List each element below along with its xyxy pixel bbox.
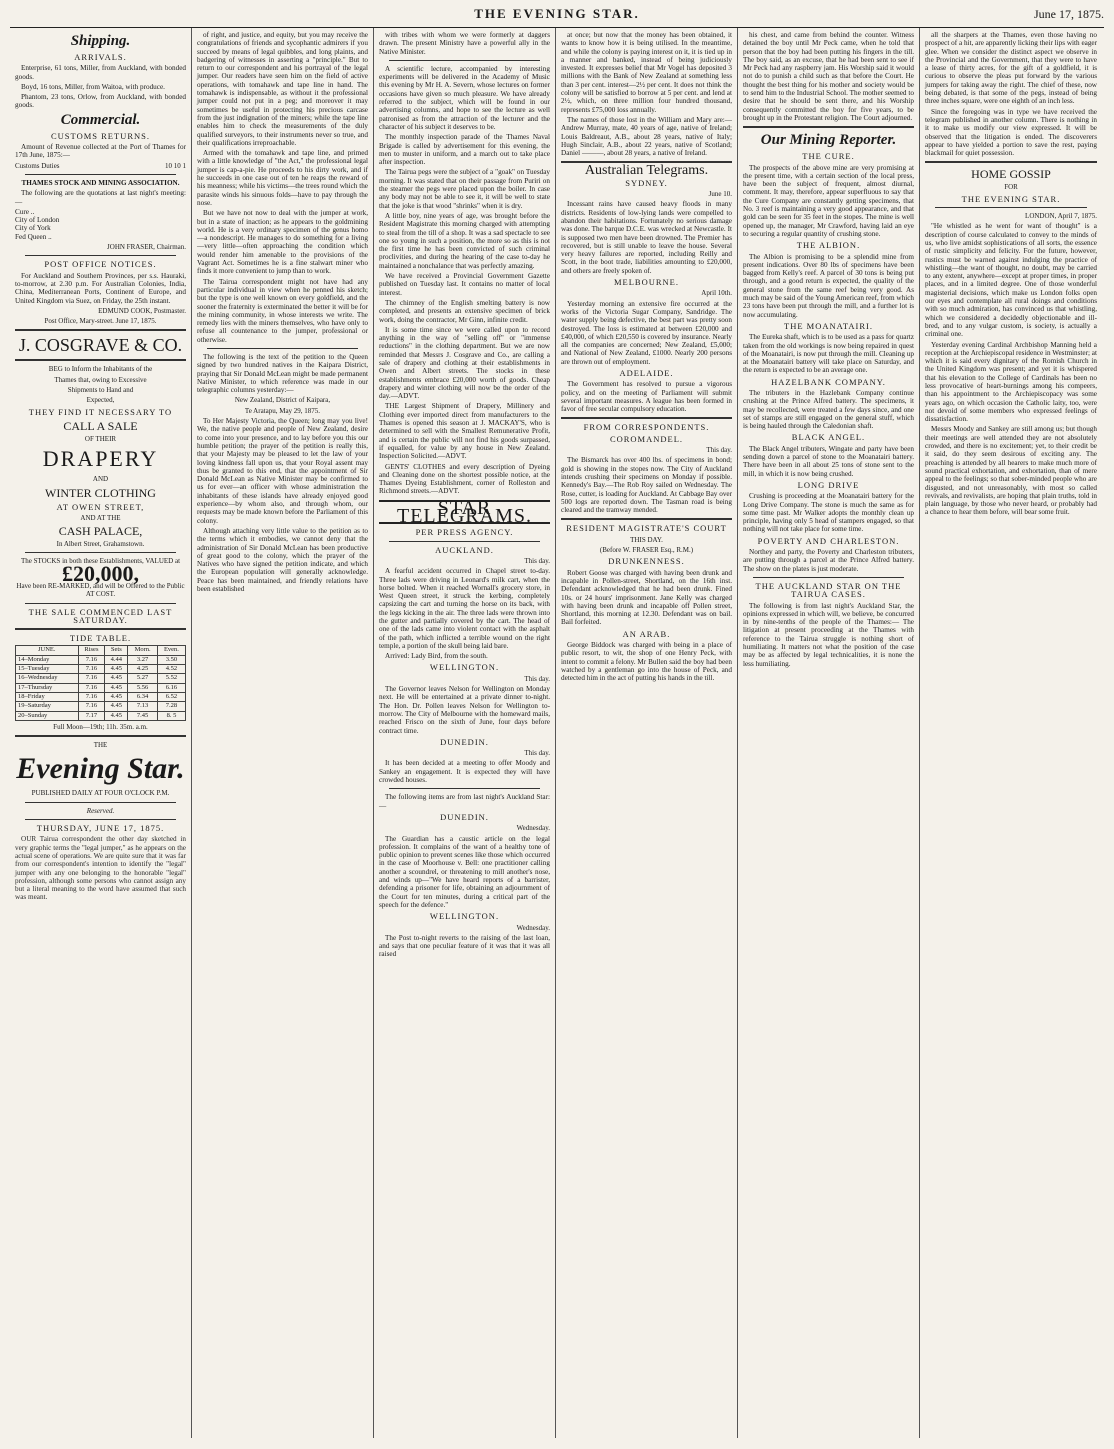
divider <box>15 735 186 737</box>
dateline-day: This day. <box>524 674 550 683</box>
dateline: WELLINGTON. <box>429 662 500 673</box>
arrival-item: Enterprise, 61 tons, Miller, from Auckland, with bonded goods. <box>15 64 186 81</box>
divider <box>207 348 358 349</box>
article-text: Although attaching very little value to the petition as to the terms which it embodies, we cannot deny that the administration of Sir Donald McLean has been productive of great good to the colony, which the prayer of the Natives who have signed the petition indicate, and which the European population will generally acknowledge. Peace has been maintained, and friendly relations have been established <box>197 526 368 593</box>
tide-cell: 6.16 <box>157 683 185 692</box>
tide-cell: 4.45 <box>105 674 128 683</box>
dateline: AUCKLAND. <box>435 544 494 555</box>
tide-cell: 7.16 <box>78 655 105 664</box>
tide-cell: 4.45 <box>105 665 128 674</box>
dateline: ADELAIDE. <box>619 367 674 378</box>
advert-line: BEG to Inform the Inhabitants of the <box>48 365 153 374</box>
stock-text: The following are the quotations at last night's meeting:— <box>15 189 186 206</box>
australian-telegrams-heading: Australian Telegrams. <box>584 163 709 179</box>
advert-line: THE SALE COMMENCED LAST SATURDAY. <box>28 606 173 625</box>
article-text: Messrs Moody and Sankey are still among us; but though their meetings are well attended they are not absolutely crowded, and there is no excitement; yet, to their credit be it said, do they seem desirous of exciting any. The preaching is attended by all hearers to make much more of sound practical exhortation, and exhortation, than of mere appeal to the feelings; so that sober-minded people who are disgusted, and not unreasonably, with most so called revivals, and revivalists, are hoping that plain truths, told in plain language, by those who never heard, or probably had a chance to hear them before, will bear some fruit. <box>925 425 1097 517</box>
tide-moon: Full Moon—19th; 11h. 35m. a.m. <box>53 722 148 731</box>
tide-table <box>15 645 186 720</box>
tide-cell: 20–Sunday <box>16 711 79 720</box>
advert-cash-palace: CASH PALACE, <box>58 524 143 539</box>
tide-col-header: JUNE. <box>16 646 79 655</box>
article-text: But we have not now to deal with the jumper at work, but in a state of inaction; as he appears to the goldmining world. He is a very ordinary specimen of the genus homo—a nondescript. He manages to do something for a living—very little—often approaching the condition which would render him amenable to the provisions of the Vagrant Act. Sometimes he is a fine stalwart miner who finds it more convenient to jump than to work. <box>197 209 368 276</box>
article-text: THE Largest Shipment of Drapery, Millinery and Clothing ever imported direct from manufacturers to the Thames is opened this season at J. MACKAY'S, who is determined to sell with the Smallest Remunerative Profit, and is certain the public will not find his goods surpassed, if equalled, for value by any house in New Zealand. Inspection Solicited.—ADVT. <box>379 402 550 461</box>
court-section: AN ARAB. <box>622 628 671 639</box>
tide-heading: TIDE TABLE. <box>69 633 132 644</box>
divider <box>15 359 186 361</box>
mine-text: The Black Angel tributers, Wingate and party have been sending down a parcel of stone to the Moanatairi battery. There have been in all about 25 tons of stone sent to the mill, in which it is now being crushed. <box>743 444 914 478</box>
column-4 <box>556 28 738 1438</box>
star-telegrams-heading: STAR TELEGRAMS. <box>379 500 550 525</box>
home-gossip-star: THE EVENING STAR. <box>961 193 1061 204</box>
article-text: with tribes with whom we were formerly at daggers drawn. The present Ministry have a powerful ally in the Native Minister. <box>379 31 550 56</box>
telegram-text: The Governor leaves Nelson for Wellington on Monday next. He will be entertained at a private dinner to-night. The Hon. Dr. Pollen leaves Nelson for Wellington to-morrow. The City of Melbourne with the homeward mails, reached Frisco on the sixth of June, four days before contract time. <box>379 685 550 735</box>
tide-row <box>16 702 186 711</box>
tide-row <box>16 683 186 692</box>
stock-row: Cure .. <box>15 207 35 216</box>
court-text: Robert Goose was charged with having been drunk and incapable in Pollen-street, Shortland, on the 16th inst. Defendant acknowledged that he had been drunk. Fined 10s. or 24 hours' imprisonment. Jane Kelly was charged with having been drunk and incapable off Pollen street, Shortland, this morning at 12.30. Defendant was on bail. Bail forfeited. <box>561 568 732 627</box>
telegram-text: It has been decided at a meeting to offer Moody and Sankey an engagement. It is expected they will have crowded houses. <box>379 759 550 785</box>
customs-label: Customs Duties <box>15 161 60 170</box>
arrival-item: Phantom, 23 tons, Orlow, from Auckland, with bonded goods. <box>15 93 186 110</box>
advert-line: Shipments to Hand and <box>67 386 134 395</box>
divider <box>389 541 540 542</box>
tide-cell: 16–Wednesday <box>16 674 79 683</box>
tide-cell: 4.45 <box>105 711 128 720</box>
tide-cell: 6.34 <box>128 692 158 701</box>
dateline: MELBOURNE. <box>613 277 679 288</box>
shipping-heading: Shipping. <box>70 33 131 49</box>
article-text: The names of those lost in the William and Mary are:—Andrew Murray, mate, 40 years of age, native of Ireland; Louis Baldreaut, A.B., about 28 years, native of Italy; Hugh Sinclair, A.B., about 22 years, native of Scotland; Daniel ———, about 28 years, a native of Ireland. <box>561 115 732 158</box>
article-text: Since the foregoing was in type we have received the telegram published in another column. There is nothing in it to make us modify our view expressed. It will be observed that the litigation is ended. The discoverers appear to have yielded a portion to save the rest, paying blackmail for quiet possession. <box>925 107 1097 158</box>
dateline: DUNEDIN. <box>440 811 489 822</box>
tide-row <box>16 665 186 674</box>
advert-drapery: DRAPERY <box>42 446 159 472</box>
advert-amount: £20,000, <box>62 560 139 586</box>
mine-text: The Eureka shaft, which is to be used as a pass for quartz taken from the old workings is now being repaired in quest of the Moanatairi, is now put through the mill. Cleaning up at the Moanatairi battery will take place on Saturday, and the return is expected to be an average one. <box>743 333 914 375</box>
stock-row: Fed Queen .. <box>15 232 52 241</box>
tide-body <box>16 655 186 720</box>
telegram-text: The Guardian has a caustic article on the legal profession. It complains of the want of a healthy tone of public opinion to prevent scenes like those which occurred in the case of Moorhouse v. Bell: one practitioner calling another a scoundrel, or threatening to mill another's nose, and winds up—"We have heard reports of a barrister, defending a prisoner for life, obtaining an adjournment of the Court for ten minutes, during a critical part of the speech for the defence." <box>379 834 550 909</box>
advert-line: In Albert Street, Grahamstown. <box>56 540 145 549</box>
advert-line: Expected, <box>86 396 115 405</box>
tide-cell: 4.45 <box>105 702 128 711</box>
column-1 <box>10 28 192 1438</box>
stock-row: City of London <box>15 216 60 225</box>
court-day: THIS DAY. <box>630 535 663 544</box>
advert-winter-clothing: WINTER CLOTHING <box>45 485 156 500</box>
court-text: his chest, and came from behind the counter. Witness detained the boy until Mr Peck came, when he told that person that the boy had been putting his fingers in the till. The boy said, as an excuse, that he had been sent to see if Mr Peck had any raspberry jam. His Worship said it would not do to punish a child such as that before the Court. He thought the best thing for his mother and society would be to send him to the Industrial School. The mother seemed to desire that he should be sent there, and his Worship consequently committed the boy for five years, to be brought up in the Protestant religion. The Court adjourned. <box>743 31 914 122</box>
nameplate-the: THE <box>93 741 108 750</box>
correspondent-text: The Bismarck has over 400 lbs. of specimens in bond; gold is showing in the stopes now. The City of Auckland intends crushing their specimens on Monday if possible. Kennedy's Bay.—The Rob Roy sailed on Wednesday. The Rose, cutter, is loading for Auckland. At Cabbage Bay over 500 logs are reported down. The Tasman road is being cleared and the tramway mended. <box>561 456 732 515</box>
masthead <box>10 6 1104 28</box>
article-text: The Tairua correspondent might not have had any particular individual in view when he penned his sketch; but the type is one well known on every goldfield, and the sooner the fraternity is exterminated the better it will be for the mining community, in whose interests we write. The remedy lies with the miners themselves, who have only to refuse all countenance to the jumper, professional or otherwise. <box>197 277 368 344</box>
masthead-title: THE EVENING STAR. <box>474 6 640 21</box>
dateline-day: This day. <box>524 749 550 758</box>
tide-cell: 4.45 <box>105 692 128 701</box>
mine-heading: THE MOANATAIRI. <box>784 320 873 331</box>
tide-row <box>16 711 186 720</box>
mine-text: The tributers in the Hazlebank Company continue crushing at the Prince Alfred battery. The specimens, it may be recollected, were treated a few days since, and one set of stamps are still engaged on the general stuff, which is being hauled through the Caledonian shaft. <box>743 388 914 431</box>
post-date: Post Office, Mary-street. June 17, 1875. <box>44 317 157 326</box>
article-text: Yesterday evening Cardinal Archbishop Manning held a reception at the Archiepiscopal residence in Westminster; at which it is said every dignitary of the Romish Church in the United Kingdom was present; and yet it is whispered that his elevation to the College of Cardinals has been no less provocative of heart-burnings among his compeers, than his appointment to the Archiepiscopacy was some years ago, on which occasion the Catholic laity, too, were not devoid of some members who expressed feelings of dissatisfaction. <box>925 340 1097 424</box>
advert-line: THEY FIND IT NECESSARY TO <box>28 406 173 417</box>
masthead-date: June 17, 1875. <box>1034 7 1104 21</box>
advert-line: OF THEIR <box>84 434 117 443</box>
telegram-text: The Government has resolved to pursue a vigorous policy, and on the meeting of Parliament will submit several important measures. A league has been formed in favor of free secular compulsory education. <box>561 380 732 414</box>
tide-cell: 14–Monday <box>16 655 79 664</box>
petition-subheading: Te Aratapu, May 29, 1875. <box>244 406 321 415</box>
article-text: A scientific lecture, accompanied by interesting experiments will be delivered in the Academy of Music this evening by Mr H. A. Severn, whose lectures on former occasions have given so much pleasure. We have already referred to the subject, which will be found in our advertising columns, and hope to see the lecture as well patronised as from the attraction of the lecturer and the character of his subject it deserves to be. <box>379 64 550 131</box>
mine-heading: THE ALBION. <box>796 240 861 251</box>
post-signature: EDMUND COOK, Postmaster. <box>98 306 186 315</box>
tide-cell: 4.45 <box>105 683 128 692</box>
article-text: A little boy, nine years of age, was brought before the Resident Magistrate this morning charged with attempting to steal from the till of a shop. It was a sad spectacle to see one so young in such a position, the more so as this is not the first time he has been convicted of such criminal proclivities, and during the hearing of the case to-day he maintained a nonchalance that was perfectly amazing. <box>379 211 550 270</box>
divider <box>561 417 732 419</box>
editorial-text: OUR Tairua correspondent the other day sketched in very graphic terms the "legal jumper," as he appears on the actual scene of operations. We are quite sure that it was far from our correspondent's intention to identify the "legal" jumper with any one belonging to the honorable "legal" profession, although some persons who cannot assign any but a literal meaning to the word have assumed that such was meant. <box>15 835 186 902</box>
article-text: Armed with the tomahawk and tape line, and primed with a little knowledge of "the Act," the professional legal jumper is cap-a-pie. He proceeds to his dirty work, and if he succeeds in one case out of ten he reaps the reward of his meanness; while his victims—the trees round which the parasite winds his sinuous folds—have to pay through the nose. <box>197 149 368 207</box>
telegram-text: The following items are from last night's Auckland Star:— <box>379 793 550 810</box>
tide-cell: 3.27 <box>128 655 158 664</box>
mining-reporter-heading: Our Mining Reporter. <box>760 132 897 149</box>
tide-cell: 7.17 <box>78 711 105 720</box>
tide-cell: 7.16 <box>78 674 105 683</box>
column-3 <box>374 28 556 1438</box>
divider <box>25 603 176 604</box>
divider <box>25 552 176 553</box>
published-line: PUBLISHED DAILY AT FOUR O'CLOCK P.M. <box>31 789 170 798</box>
tide-cell: 3.50 <box>157 655 185 664</box>
article-text: at once; but now that the money has been obtained, it wants to know how it is being utilised. In the meantime, and while the colony is paying interest on it, it is tied up in a manner and banked, instead of being judiciously invested. It expresses belief that Mr Vogel has deposited 3 millions with the Bank of New Zealand at something less than 3 per cent. interest—2½ per cent. It does not think the colony will be satisfied to borrow at 5 per cent. and lend at 2½, which, on three million four hundred thousand, represents £75,000 loss annually. <box>561 31 732 114</box>
divider <box>389 60 540 61</box>
divider <box>25 174 176 175</box>
tide-col-header: Morn. <box>128 646 158 655</box>
issue-date: THURSDAY, JUNE 17, 1875. <box>36 823 165 834</box>
advert-line: Have been RE-MARKED, and will be Offered to the Public AT COST. <box>16 581 185 599</box>
tide-cell: 6.52 <box>157 692 185 701</box>
mine-heading: BLACK ANGEL. <box>791 432 866 443</box>
tide-cell: 19–Saturday <box>16 702 79 711</box>
article-text: The monthly inspection parade of the Thames Naval Brigade is called by advertisement for this evening, the men to muster in uniform, and a march out to take place after inspection. <box>379 133 550 167</box>
divider <box>25 819 176 820</box>
article-text: To Her Majesty Victoria, the Queen; long may you live! We, the native people and people of New Zealand, desire to come into your presence, and to lay before you this our humble petition; the prayer of the petition is really this, that your Majesty may be pleased to let the law of your loving kindness fall upon us, that your Royal assent may thus be granted to this end, that the appointment of Sir Donald McLean as Native Minister may be confirmed to us for ever—an officer with whose administration the inhabitants of these islands have already enjoyed good experience—by whom also, and through whom, our requests may be made known before the Parliament of this colony. <box>197 417 368 525</box>
court-section: DRUNKENNESS. <box>608 556 685 567</box>
tide-cell: 7.45 <box>128 711 158 720</box>
dateline-day: June 10. <box>708 190 732 199</box>
mine-text: The prospects of the above mine are very promising at the present time, with a certain section of the local press, have been the subject of frequent, almost diurnal, comment. It may, therefore, appear superfluous to say that the Cure Company are constantly getting specimens, that No. 3 reef is maintaining a very good appearance, and that gold can be seen for 35 feet in the stopes. The mine is well opened up, the manager, Mr Crawford, having laid an eye to securing a regular quantity of crushing stone. <box>743 163 914 238</box>
arrivals-heading: ARRIVALS. <box>74 52 127 62</box>
stock-signature: JOHN FRASER, Chairman. <box>107 243 186 252</box>
advert-line: Thames that, owing to Excessive <box>54 375 147 384</box>
customs-text: Amount of Revenue collected at the Port of Thames for 17th June, 1875:— <box>15 143 186 160</box>
article-text: The chimney of the English smelting battery is now completed, and presents an extensive specimen of brick work, doing the contractor, Mr Ginn, infinite credit. <box>379 298 550 324</box>
dateline-day: April 10th. <box>701 289 732 298</box>
article-text: The Tairua pegs were the subject of a "goak" on Tuesday morning. It was stated that on their passage from Puriri on the steamer the pegs were placed upon the boiler. In case any body may not be able to see it, it will be well to state that the joke is that wood "shrinks" when it is dry. <box>379 168 550 210</box>
article-text: The following is from last night's Auckland Star, the opinions expressed in which will, we believe, be concurred in by nine-tenths of the people of the Thames:— The litigation at present proceeding at the Thames with reference to the Tairua struggle is nothing short of humiliating. It matters not what the position of the case may be as affected by legal technicalities, it is none the less humiliating. <box>743 601 914 668</box>
tide-cell: 5.52 <box>157 674 185 683</box>
dateline-day: This day. <box>524 556 550 565</box>
column-2 <box>192 28 374 1438</box>
arrival-item: Boyd, 16 tons, Miller, from Waitoa, with produce. <box>21 82 165 91</box>
column-5 <box>738 28 920 1438</box>
tide-cell: 4.44 <box>105 655 128 664</box>
tide-row <box>16 674 186 683</box>
article-text: We have received a Provincial Government Gazette published on Tuesday last. It contains no matter of local interest. <box>379 272 550 297</box>
court-heading: RESIDENT MAGISTRATE'S COURT <box>566 523 727 534</box>
divider <box>15 329 186 331</box>
stock-heading: THAMES STOCK AND MINING ASSOCIATION. <box>21 178 180 187</box>
home-gossip-heading: HOME GOSSIP <box>971 167 1051 182</box>
article-heading: THE AUCKLAND STAR ON THE TAIRUA CASES. <box>755 580 902 600</box>
reserved-line: Reserved. <box>86 806 115 815</box>
press-agency: PER PRESS AGENCY. <box>415 527 514 538</box>
tide-row <box>16 655 186 664</box>
tide-cell: 5.27 <box>128 674 158 683</box>
advert-name: J. COSGRAVE & CO. <box>18 335 183 356</box>
court-text: George Biddock was charged with being in a place of public resort, to wit, the shop of one Henry Peck, with intent to commit a felony. Mr Bullen said the boy had been watched by a gentleman go into the house of Peck, and detected him in the act of putting his hands in the till. <box>561 641 732 683</box>
dateline: WELLINGTON. <box>429 911 500 922</box>
dateline-day: Wednesday. <box>516 824 550 833</box>
customs-heading: CUSTOMS RETURNS. <box>51 130 150 141</box>
advert-line: AND AT THE <box>80 513 121 522</box>
article-text: "He whistled as he went for want of thought" is a description of course calculated to convey to the minds of us, who live amidst sophistications of all sorts, the essence of rustic simplicity and felicity. For the future, however, rustics must be warned against indulging the practice of whistling—the want of thought, no doubt, may be carried to any extent, anywhere—except at proper times, in proper places, and in a limited degree. One of those wonderful magisterial decisions, which make us London folks open our eyes and contemplate all rural doings and conditions with so much admiration, has convinced us that whistling, which we considered a decidedly objectionable and ill-bred, and to any vulgar custom, is society, is actually a criminal one. <box>925 222 1097 339</box>
tide-row <box>16 692 186 701</box>
tide-cell: 18–Friday <box>16 692 79 701</box>
mine-text: The Albion is promising to be a splendid mine from present indications. Over 80 lbs of specimens have been bagged from Kelly's reef. A parcel of 30 tons is being put through, and a good return is expected, the quality of the general stone from the same reef being very good. As much may be said of the Young American reef, from which 23 tons have been put through the mill, and a further lot is now accumulating. <box>743 252 914 319</box>
tide-cell: 7.28 <box>157 702 185 711</box>
mine-heading: HAZELBANK COMPANY. <box>771 376 886 387</box>
telegram-text: A fearful accident occurred in Chapel street to-day. Three lads were driving in Leonard's milk cart, when the horse bolted. When it reached Wornall's grocery store, in West Queen street, it struck the kerbing, completely capsizing the cart and turning the horse on its back, with the legs kicking in the air. The three lads were thrown into the gutter and partially covered by the cart. The head of one of the lads came into violent contact with the asphalt of the path, which inflicted a terrible wound on the right temple, a portion of the skull being laid bare. <box>379 567 550 650</box>
column-6 <box>920 28 1102 1438</box>
dateline: COROMANDEL. <box>609 433 684 444</box>
nameplate: Evening Star. <box>16 752 185 786</box>
dateline-day: Wednesday. <box>516 923 550 932</box>
correspondents-heading: FROM CORRESPONDENTS. <box>583 422 710 433</box>
tide-cell: 7.13 <box>128 702 158 711</box>
tide-cell: 4.25 <box>128 665 158 674</box>
stock-row: City of York <box>15 224 51 233</box>
tide-col-header: Rises <box>78 646 105 655</box>
advert-line: AND <box>92 475 109 484</box>
customs-value: 10 10 1 <box>165 161 186 170</box>
dateline: SYDNEY. <box>625 177 668 188</box>
tide-header-row <box>16 646 186 655</box>
telegram-text: Yesterday morning an extensive fire occurred at the works of the Victoria Sugar Company, Sandridge. The water supply being defective, the best part was pretty soon destroyed. The loss is estimated at between £20,000 and £40,000, of which £20,550 is covered by insurance. Nearly all the companies are concerned; New Zealand, £5,000; and National of New Zealand, £1000. Nearly 200 persons are thrown out of employment. <box>561 299 732 366</box>
divider <box>389 788 540 789</box>
article-text: all the sharpers at the Thames, even those having no prospect of a hit, are apparently licking their lips with eager glee. When we consider the distinct aspect we observe in the Provincial and the Government, that they were to have a lease of thirty acres, for the gift of a goldfield, it is curious to observe the pleas put forward by the various jumpers for taking away the right. The chief of these, now being debated, is that some of the pegs, instead of being three inches square, were one eighth of an inch less. <box>925 31 1097 106</box>
petition-heading: New Zealand, District of Kaipara, <box>234 396 331 405</box>
home-gossip-for: FOR <box>1004 183 1018 192</box>
divider <box>25 255 176 256</box>
dateline: DUNEDIN. <box>440 736 489 747</box>
divider <box>15 628 186 630</box>
article-text: GENTS' CLOTHES and every description of Dyeing and Cleaning done on the shortest possible notice, at the Thames Dyeing Establishment, corner of Rolleston and Richmond streets.—ADVT. <box>379 462 550 496</box>
customs-line <box>15 162 186 170</box>
tide-cell: 17–Thursday <box>16 683 79 692</box>
mine-text: Crushing is proceeding at the Moanatairi battery for the Long Drive Company. The stone is much the same as for some time past. Mr Walker adopts the monthly clean up principle, having only 5 head of stampers engaged, so that nothing will not take place for some time. <box>743 492 914 534</box>
post-text: For Auckland and Southern Provinces, per s.s. Hauraki, to-morrow, at 2.30 p.m. For Australian Colonies, India, China, Mediterranean Ports, Continent of Europe, and United Kingdom via Suez, on Friday, the 25th instant. <box>15 271 186 305</box>
telegram-text: Arrived: Lady Bird, from the south. <box>385 652 488 661</box>
tide-cell: 7.16 <box>78 702 105 711</box>
mine-heading: LONG DRIVE <box>797 479 860 490</box>
tide-cell: 8. 5 <box>157 711 185 720</box>
tide-col-header: Even. <box>157 646 185 655</box>
post-heading: POST OFFICE NOTICES. <box>44 259 157 270</box>
mine-text: Northey and party, the Poverty and Charleston tributers, are putting through a parcel at the Prince Alfred battery. The show on the plates is just moderate. <box>743 548 914 573</box>
divider <box>561 518 732 520</box>
telegram-text: Incessant rains have caused heavy floods in many districts. Residents of low-lying lands were compelled to abandon their habitations. Fortunately no serious damage was done. The barque D.C.E. was wrecked at Newcastle. It is supposed two men have been drowned. The Premier has recovered, but is still unable to leave the house. Several very heavy failures are reported, including Reilly and Scott, in the boot trade, liabilities amounting to £20,000, and others are freely spoken of. <box>561 200 732 275</box>
tide-cell: 7.16 <box>78 665 105 674</box>
article-text: of right, and justice, and equity, but you may receive the congratulations of friends and sycophantic admirers if you succeed by means of legal quibbles, and long plaints, and badgering of witnesses in asserting a "principle." But to return to our correspondent and his portrayal of the legal jumper. Our readers have seen him on the field of active operations, with tomahawk and tape line in hand. The tomahawk is indispensable, as without it the professional jumper could not put in a peg; and moreover it may sometimes be useful in protecting his precious carcase from the just indignation of the miners; while the tape line enables him to check the measurements of the duly qualified surveyors, to their instruments never so true, and their qualifications irreproachable. <box>197 31 368 147</box>
mine-heading: THE CURE. <box>802 151 855 162</box>
divider <box>925 161 1097 163</box>
divider <box>743 126 914 128</box>
advert-line: CALL A SALE <box>63 418 138 433</box>
article-text: The following is the text of the petition to the Queen signed by two hundred natives in the Kaipara District, praying that Sir Donald McLean might be made permanent Native Minister, to which reference was made in our telegraphic columns yesterday:— <box>197 352 368 395</box>
tide-cell: 5.56 <box>128 683 158 692</box>
article-text: It is some time since we were called upon to record anything in the way of "selling off" or "immense reductions" in the clothing department. But we are now reminded that Messrs J. Cosgrave and Co., are calling a sale of drapery and clothing at their establishments in Owen and Albert streets. The stocks in these establishments embrace £20,000 worth of goods. Cheap drapery and winter clothing will now be the order of the day.—ADVT. <box>379 325 550 401</box>
mine-heading: POVERTY AND CHARLESTON. <box>757 535 900 546</box>
tide-cell: 7.16 <box>78 692 105 701</box>
court-before: (Before W. FRASER Esq., R.M.) <box>599 546 694 555</box>
divider <box>753 577 904 578</box>
dateline-day: This day. <box>706 446 732 455</box>
divider <box>25 802 176 803</box>
home-gossip-date: LONDON, April 7, 1875. <box>1025 212 1097 221</box>
advert-line: AT OWEN STREET, <box>56 501 145 512</box>
columns <box>10 28 1104 1438</box>
tide-cell: 15–Tuesday <box>16 665 79 674</box>
tide-col-header: Sets <box>105 646 128 655</box>
commercial-heading: Commercial. <box>60 111 141 128</box>
tide-cell: 4.52 <box>157 665 185 674</box>
divider <box>935 207 1087 208</box>
telegram-text: The Post to-night reverts to the raising of the last loan, and says that one peculiar feature of it was that it was all raised <box>379 933 550 959</box>
tide-cell: 7.16 <box>78 683 105 692</box>
advert-line: The STOCKS in both these Establishments, VALUED at <box>20 557 181 566</box>
